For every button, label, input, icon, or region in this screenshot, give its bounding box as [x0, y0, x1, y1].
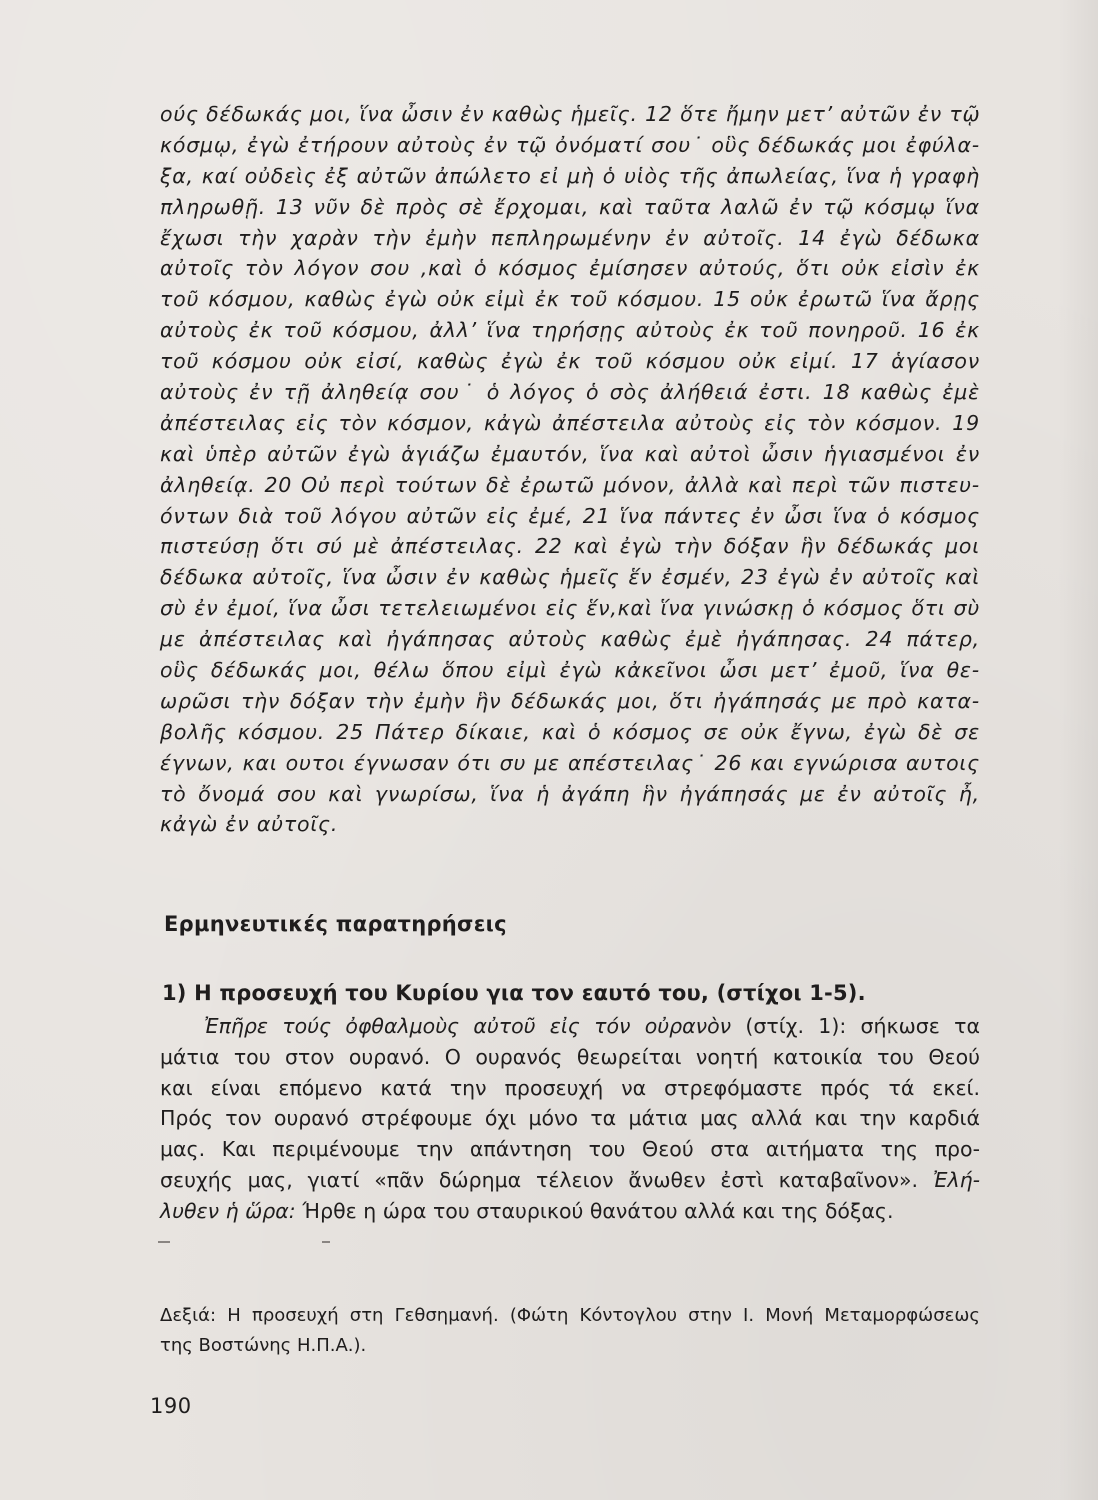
commentary-text: (στίχ. 1): σήκωσε τα: [731, 1014, 980, 1038]
scripture-line: δέδωκα αὐτοῖς, ἵνα ὦσιν ἐν καθὼς ἡμεῖς ἕν ἐσμέν, 23 ἐγὼ ἐν αὐτοῖς καὶ: [160, 565, 980, 590]
commentary-paragraph: [160, 1011, 980, 1227]
commentary-line: Πρός τον ουρανό στρέφουμε όχι μόνο τα μάτια μας αλλά και την καρδιά: [160, 1106, 980, 1131]
scripture-line: με ἀπέστειλας καὶ ἠγάπησας αὐτοὺς καθὼς ἐμὲ ἠγάπησας. 24 πάτερ,: [160, 627, 980, 652]
scripture-line: ούς δέδωκάς μοι, ἵνα ὦσιν ἐν καθὼς ἡμεῖς. 12 ὅτε ἤμην μετ’ αὐτῶν ἐν τῷ: [160, 102, 981, 126]
commentary-line: και είναι επόμενο κατά την προσευχή να στρεφόμαστε πρός τά εκεί.: [160, 1075, 980, 1100]
scripture-line: οὓς δέδωκάς μοι, θέλω ὅπου εἰμὶ ἐγὼ κἀκεῖνοι ὦσι μετ’ ἐμοῦ, ἵνα θε-: [160, 658, 980, 683]
scripture-line: αὐτοῖς τὸν λόγον σου ,καὶ ὁ κόσμος ἐμίσησεν αὐτούς, ὅτι οὐκ εἰσὶν ἐκ: [160, 256, 980, 281]
section-heading: Ερμηνευτικές παρατηρήσεις: [164, 912, 507, 936]
scripture-line: όντων διὰ τοῦ λόγου αὐτῶν εἰς ἐμέ, 21 ἵνα πάντες ἐν ὦσι ἵνα ὁ κόσμος: [160, 503, 980, 528]
scripture-line: ἔχωσι τὴν χαρὰν τὴν ἐμὴν πεπληρωμένην ἐν αὐτοῖς. 14 ἐγὼ δέδωκα: [160, 225, 980, 250]
scripture-line: τὸ ὄνομά σου καὶ γνωρίσω, ἵνα ἡ ἀγάπη ἣν ἠγάπησάς με ἐν αὐτοῖς ἦ,: [160, 781, 980, 806]
scripture-line: τοῦ κόσμου οὐκ εἰσί, καθὼς ἐγὼ ἐκ τοῦ κόσμου οὐκ εἰμί. 17 ἁγίασον: [160, 349, 980, 374]
scripture-line: βολῆς κόσμου. 25 Πάτερ δίκαιε, καὶ ὁ κόσμος σε οὐκ ἔγνω, ἐγὼ δὲ σε: [160, 719, 980, 744]
scripture-line: πληρωθῇ. 13 νῦν δὲ πρὸς σὲ ἔρχομαι, καὶ ταῦτα λαλῶ ἐν τῷ κόσμῳ ἵνα: [160, 194, 980, 219]
scripture-line: ωρῶσι τὴν δόξαν τὴν ἐμὴν ἣν δέδωκάς μοι, ὅτι ἠγάπησάς με πρὸ κατα-: [160, 688, 980, 713]
caption-line: της Βοστώνης Η.Π.Α.).: [160, 1335, 367, 1356]
quoted-phrase: λυθεν ἡ ὥρα:: [160, 1198, 296, 1223]
quoted-phrase: Ἐπῆρε τούς ὀφθαλμοὺς αὐτοῦ εἰς τόν οὐρανὸν: [204, 1014, 732, 1038]
scripture-line: πιστεύσῃ ὅτι σύ μὲ ἀπέστειλας. 22 καὶ ἐγὼ τὴν δόξαν ἣν δέδωκάς μοι: [160, 534, 980, 559]
print-mark: [158, 1241, 170, 1243]
commentary-text: σευχής μας, γιατί «πᾶν δώρημα τέλειον ἄνωθεν ἐστὶ καταβαῖνον».: [160, 1167, 933, 1192]
commentary-line: μάτια του στον ουρανό. Ο ουρανός θεωρείται νοητή κατοικία του Θεού: [160, 1044, 980, 1069]
scripture-passage: [160, 99, 980, 840]
scripture-line: έγνων, και ουτοι έγνωσαν ότι συ με απέστειλας˙ 26 και εγνώρισα αυτοις: [160, 750, 980, 775]
scripture-line: κἀγὼ ἐν αὐτοῖς.: [160, 812, 339, 837]
image-caption: [160, 1301, 980, 1361]
caption-line: Δεξιά: Η προσευχή στη Γεθσημανή. (Φώτη Κόντογλου στην Ι. Μονή Μεταμορφώσεως: [160, 1305, 980, 1326]
scripture-line: καὶ ὑπὲρ αὐτῶν ἐγὼ ἁγιάζω ἐμαυτόν, ἵνα καὶ αὐτοὶ ὦσιν ἡγιασμένοι ἐν: [160, 441, 980, 466]
scripture-line: τοῦ κόσμου, καθὼς ἐγὼ οὐκ εἰμὶ ἐκ τοῦ κόσμου. 15 οὐκ ἐρωτῶ ἵνα ἄρῃς: [160, 287, 980, 312]
subheading: 1) Η προσευχή του Κυρίου για τον εαυτό του, (στίχοι 1-5).: [162, 981, 866, 1005]
commentary-line: [160, 1196, 980, 1227]
scripture-line: ξα, καί οὐδεὶς ἐξ αὐτῶν ἀπώλετο εἰ μὴ ὁ υἱὸς τῆς ἀπωλείας, ἵνα ἡ γραφὴ: [160, 163, 980, 188]
commentary-text: Ήρθε η ώρα του σταυρικού θανάτου αλλά και της δόξας.: [295, 1198, 894, 1223]
scripture-line: αὐτοὺς ἐν τῇ ἀληθείᾳ σου˙ ὁ λόγος ὁ σὸς ἀλήθειά ἐστι. 18 καθὼς ἐμὲ: [160, 380, 980, 405]
scripture-line: ἀπέστειλας εἰς τὸν κόσμον, κἀγὼ ἀπέστειλα αὐτοὺς εἰς τὸν κόσμον. 19: [160, 410, 980, 435]
scripture-line: αὐτοὺς ἐκ τοῦ κόσμου, ἀλλ’ ἵνα τηρήσῃς αὐτοὺς ἐκ τοῦ πονηροῦ. 16 ἐκ: [160, 318, 980, 343]
page-number: 190: [150, 1394, 192, 1418]
scripture-line: κόσμῳ, ἐγὼ ἐτήρουν αὐτοὺς ἐν τῷ ὀνόματί σου˙ οὓς δέδωκάς μοι ἐφύλα-: [160, 132, 980, 157]
commentary-line: [160, 1011, 980, 1042]
scripture-line: σὺ ἐν ἐμοί, ἵνα ὦσι τετελειωμένοι εἰς ἕν,καὶ ἵνα γινώσκῃ ὁ κόσμος ὅτι σὺ: [160, 596, 980, 621]
commentary-line: μας. Και περιμένουμε την απάντηση του Θεού στα αιτήματα της προ-: [160, 1137, 980, 1162]
page-edge-shadow: [1058, 0, 1098, 1500]
quoted-phrase: Ἐλή-: [932, 1167, 980, 1192]
print-mark: [322, 1241, 330, 1243]
scripture-line: ἀληθείᾳ. 20 Οὐ περὶ τούτων δὲ ἐρωτῶ μόνον, ἀλλὰ καὶ περὶ τῶν πιστευ-: [160, 472, 980, 497]
commentary-line: [160, 1165, 980, 1196]
